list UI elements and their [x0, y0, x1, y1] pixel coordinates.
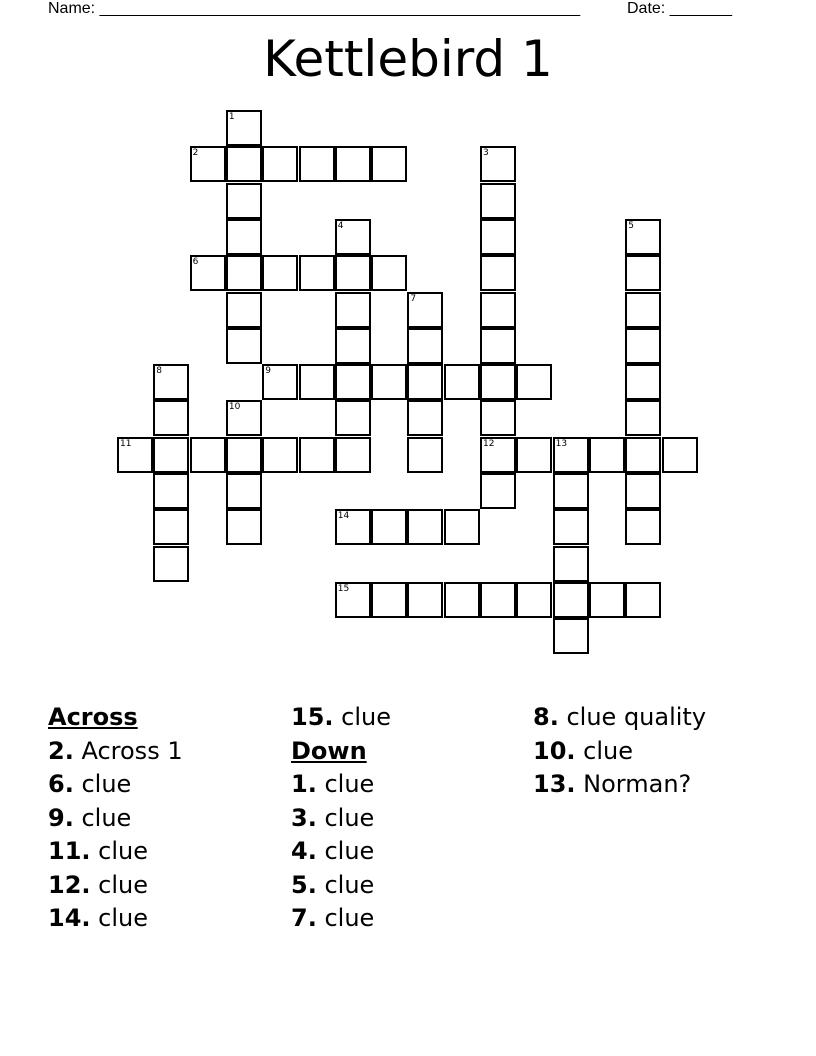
grid-cell[interactable] — [299, 146, 335, 182]
grid-cell[interactable] — [516, 364, 552, 400]
grid-cell[interactable] — [480, 146, 516, 182]
grid-cell[interactable] — [553, 582, 589, 618]
grid-cell[interactable] — [226, 255, 262, 291]
grid-cell[interactable] — [589, 582, 625, 618]
grid-cell[interactable] — [117, 437, 153, 473]
grid-cell[interactable] — [625, 509, 661, 545]
grid-cell[interactable] — [553, 437, 589, 473]
clue-item: 9. clue — [48, 803, 132, 832]
grid-cell[interactable] — [625, 219, 661, 255]
clue-number: 3 — [483, 148, 489, 159]
clue-item: 4. clue — [291, 837, 375, 865]
grid-cell[interactable] — [226, 509, 262, 545]
clue-number: 5 — [628, 220, 634, 231]
grid-cell[interactable] — [444, 364, 480, 400]
clue-number: 9 — [265, 366, 271, 377]
grid-cell[interactable] — [299, 364, 335, 400]
grid-cell[interactable] — [662, 437, 698, 473]
grid-cell[interactable] — [153, 364, 189, 400]
grid-cell[interactable] — [444, 582, 480, 618]
clue-item: 11. clue — [48, 837, 148, 865]
clue-number: 15 — [337, 583, 350, 594]
clue-number: 13 — [555, 438, 568, 449]
clue-number: 12 — [483, 438, 495, 449]
grid-cell[interactable] — [299, 437, 335, 473]
grid-cell[interactable] — [480, 364, 516, 400]
grid-cell[interactable] — [335, 328, 371, 364]
date-field: Date: _______ — [627, 0, 732, 17]
clue-number: 11 — [120, 438, 132, 449]
clue-item: 10. clue — [533, 736, 633, 765]
grid-cell[interactable] — [480, 328, 516, 364]
grid-cell[interactable] — [226, 146, 262, 182]
grid-cell[interactable] — [553, 546, 589, 582]
grid-cell[interactable] — [625, 582, 661, 618]
grid-cell[interactable] — [371, 582, 407, 618]
clue-column-1 — [48, 701, 183, 936]
grid-cell[interactable] — [480, 582, 516, 618]
grid-cell[interactable] — [407, 292, 443, 328]
grid-cell[interactable] — [371, 364, 407, 400]
clue-item: 1. clue — [291, 770, 375, 798]
grid-cell[interactable] — [335, 364, 371, 400]
grid-cell[interactable] — [553, 473, 589, 509]
grid-cell[interactable] — [407, 437, 443, 473]
clue-number: 6 — [192, 257, 199, 268]
grid-cell[interactable] — [625, 437, 661, 473]
grid-cell[interactable] — [153, 400, 189, 436]
down-heading: Down — [291, 736, 367, 765]
grid-cell[interactable] — [625, 364, 661, 400]
grid-cell[interactable] — [335, 146, 371, 182]
grid-cell[interactable] — [480, 292, 516, 328]
grid-cell[interactable] — [153, 546, 189, 582]
grid-cell[interactable] — [226, 473, 262, 509]
clue-number: 8 — [156, 366, 163, 377]
grid-cell[interactable] — [407, 328, 443, 364]
grid-cell[interactable] — [516, 437, 552, 473]
grid-cell[interactable] — [371, 146, 407, 182]
grid-cell[interactable] — [371, 509, 407, 545]
grid-cell[interactable] — [625, 473, 661, 509]
grid-cell[interactable] — [262, 255, 298, 291]
grid-cell[interactable] — [226, 183, 262, 219]
grid-cell[interactable] — [190, 255, 226, 291]
grid-cell[interactable] — [589, 437, 625, 473]
grid-cell[interactable] — [335, 400, 371, 436]
clue-column-2 — [291, 701, 391, 936]
grid-cell[interactable] — [480, 400, 516, 436]
grid-cell[interactable] — [553, 618, 589, 654]
clue-column-3 — [533, 701, 706, 802]
grid-cell[interactable] — [553, 509, 589, 545]
grid-cell[interactable] — [625, 255, 661, 291]
grid-cell[interactable] — [226, 110, 262, 146]
grid-cell[interactable] — [153, 509, 189, 545]
grid-cell[interactable] — [335, 582, 371, 618]
grid-cell[interactable] — [190, 146, 226, 182]
grid-cell[interactable] — [480, 437, 516, 473]
grid-cell[interactable] — [226, 437, 262, 473]
clue-item: 13. Norman? — [533, 770, 692, 798]
puzzle-title: Kettlebird 1 — [263, 30, 553, 88]
clue-item: 5. clue — [291, 870, 375, 899]
grid-cell[interactable] — [407, 509, 443, 545]
grid-cell[interactable] — [516, 582, 552, 618]
grid-cell[interactable] — [299, 255, 335, 291]
grid-cell[interactable] — [335, 292, 371, 328]
grid-cell[interactable] — [153, 437, 189, 473]
clue-number: 7 — [410, 293, 417, 304]
clue-item: 14. clue — [48, 904, 148, 932]
clue-item: 2. Across 1 — [48, 736, 183, 765]
grid-cell[interactable] — [335, 509, 371, 545]
clue-number: 14 — [337, 511, 350, 522]
clue-item: 8. clue quality — [533, 703, 707, 731]
clue-item: 7. clue — [291, 904, 375, 932]
clue-number: 1 — [228, 112, 235, 122]
grid-cell[interactable] — [371, 255, 407, 291]
grid-cell[interactable] — [480, 219, 516, 255]
grid-cell[interactable] — [335, 437, 371, 473]
clue-item: 3. clue — [291, 803, 375, 832]
grid-cell[interactable] — [625, 292, 661, 328]
grid-cell[interactable] — [190, 437, 226, 473]
grid-cell[interactable] — [480, 473, 516, 509]
across-heading: Across — [48, 703, 138, 731]
grid-cell[interactable] — [480, 255, 516, 291]
clue-number: 2 — [192, 148, 199, 159]
clue-item: 12. clue — [48, 870, 148, 899]
grid-cell[interactable] — [480, 183, 516, 219]
grid-cell[interactable] — [262, 146, 298, 182]
grid-cell[interactable] — [444, 509, 480, 545]
grid-cell[interactable] — [407, 400, 443, 436]
grid-cell[interactable] — [262, 437, 298, 473]
clue-number: 4 — [337, 220, 344, 231]
clue-item: 6. clue — [48, 770, 132, 798]
clue-item: 15. clue — [291, 703, 391, 731]
grid-cell[interactable] — [153, 473, 189, 509]
grid-cell[interactable] — [625, 328, 661, 364]
grid-cell[interactable] — [226, 328, 262, 364]
grid-cell[interactable] — [407, 364, 443, 400]
clue-number: 10 — [228, 402, 241, 413]
grid-cell[interactable] — [262, 364, 298, 400]
grid-cell[interactable] — [335, 255, 371, 291]
grid-cell[interactable] — [226, 219, 262, 255]
grid-cell[interactable] — [407, 582, 443, 618]
grid-cell[interactable] — [226, 292, 262, 328]
name-field: Name: ______________________________________________________ — [48, 0, 581, 17]
grid-cell[interactable] — [226, 400, 262, 436]
grid-cell[interactable] — [625, 400, 661, 436]
grid-cell[interactable] — [335, 219, 371, 255]
